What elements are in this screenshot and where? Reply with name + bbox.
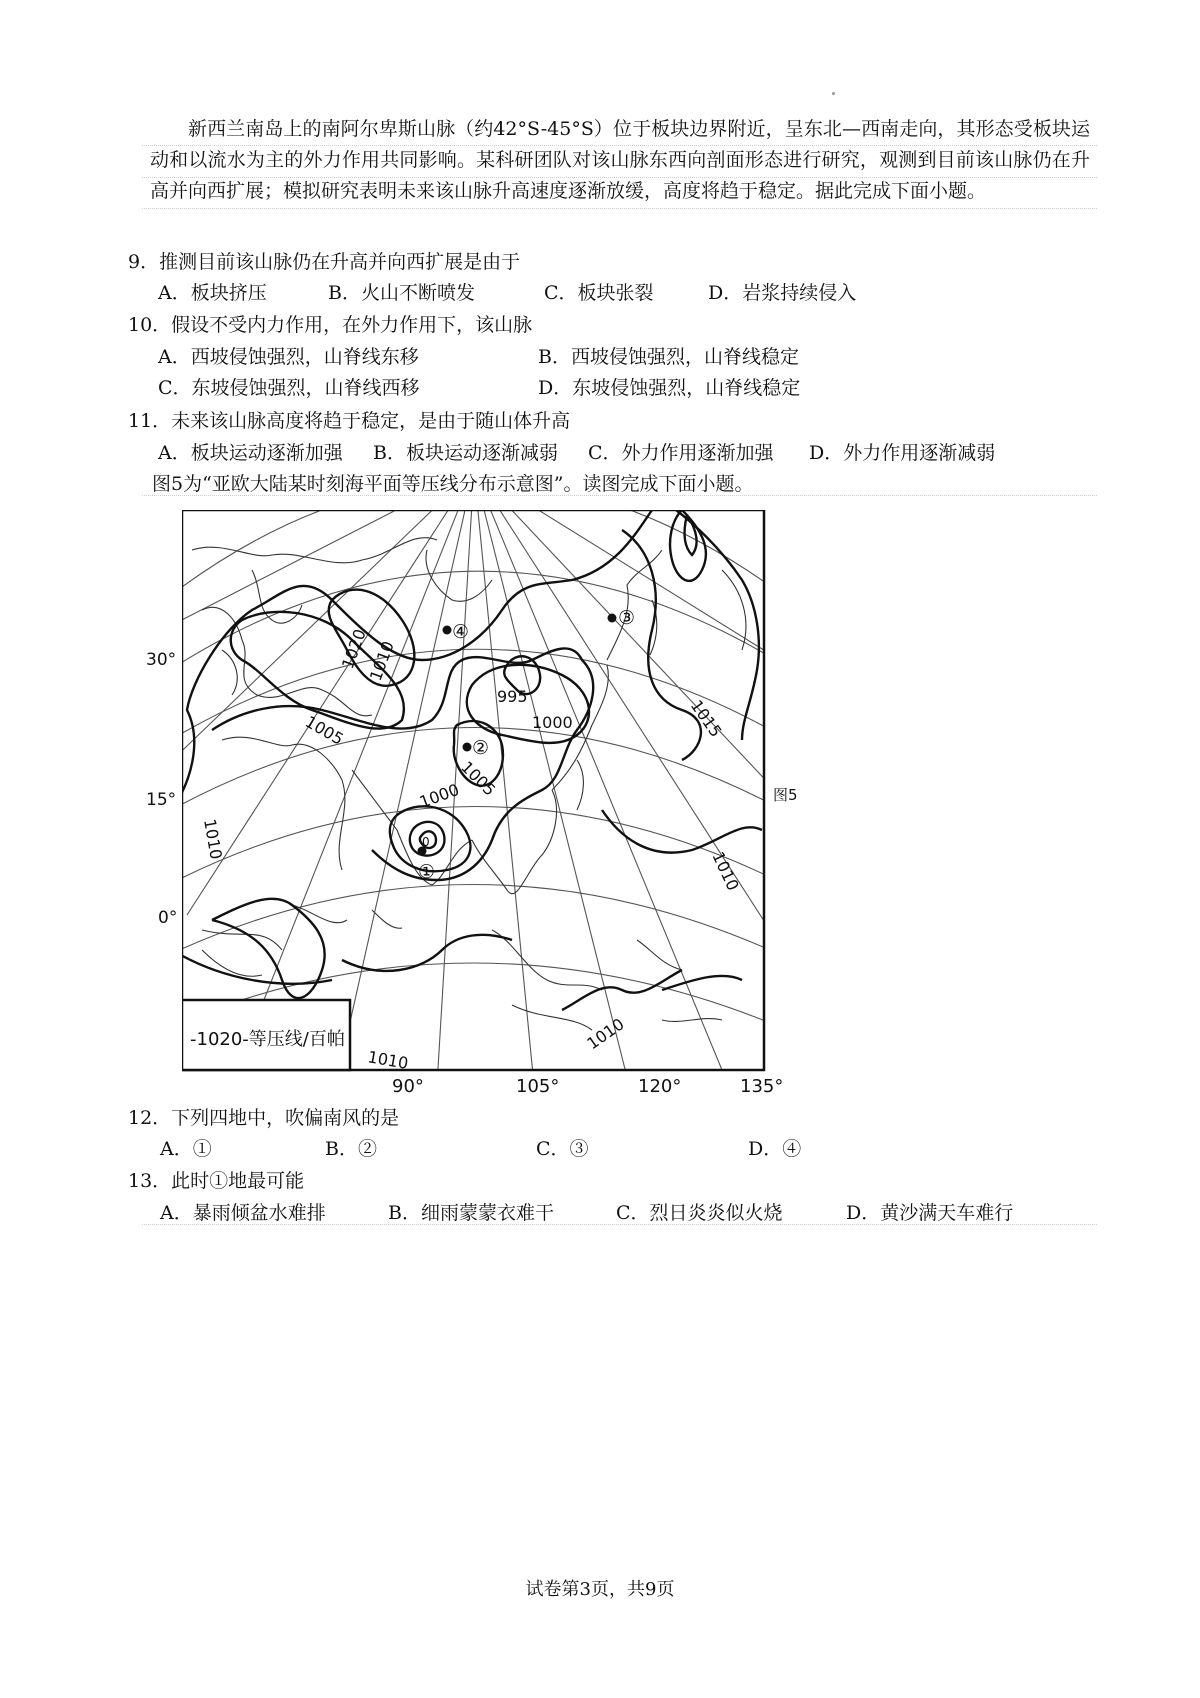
isobar-label: 995 bbox=[497, 687, 528, 706]
lon-label-105: 105° bbox=[516, 1076, 560, 1097]
q10-option-d: D．东坡侵蚀强烈，山脊线稳定 bbox=[538, 377, 801, 399]
q11-option-d: D．外力作用逐渐减弱 bbox=[809, 442, 996, 464]
point-label-3: ③ bbox=[618, 607, 636, 629]
lat-label-0: 0° bbox=[158, 908, 178, 928]
isobar-label: 1010 bbox=[708, 848, 743, 894]
q12-option-d: D．④ bbox=[748, 1138, 802, 1160]
legend-text: -1020-等压线/百帕 bbox=[190, 1029, 345, 1050]
isobar-label: 1010 bbox=[365, 638, 398, 684]
isobar-label: 1010 bbox=[200, 817, 226, 861]
q9-option-c: C．板块张裂 bbox=[544, 282, 654, 304]
figure-label: 图5 bbox=[773, 786, 798, 804]
point-labels bbox=[418, 607, 635, 883]
question-9: 9．推测目前该山脉仍在升高并向西扩展是由于 bbox=[128, 251, 521, 273]
point-label-2: ② bbox=[472, 737, 490, 759]
point-label-1: ① bbox=[418, 861, 436, 883]
q9-option-a: A．板块挤压 bbox=[158, 282, 267, 304]
q12-option-b: B．② bbox=[325, 1138, 377, 1160]
question-10: 10．假设不受内力作用，在外力作用下，该山脉 bbox=[128, 314, 533, 336]
q13-option-c: C．烈日炎炎似火烧 bbox=[616, 1202, 783, 1224]
q11-option-c: C．外力作用逐渐加强 bbox=[588, 442, 774, 464]
isobar-map bbox=[182, 510, 782, 1100]
q12-option-c: C．③ bbox=[536, 1138, 589, 1160]
lon-label-120: 120° bbox=[638, 1076, 682, 1097]
isobar-label: 1005 bbox=[302, 712, 347, 749]
isobar-label: 1000 bbox=[532, 713, 573, 732]
speck bbox=[832, 92, 835, 95]
q11-option-a: A．板块运动逐渐加强 bbox=[158, 442, 343, 464]
dotted-rule bbox=[142, 208, 1097, 209]
q10-option-b: B．西坡侵蚀强烈，山脊线稳定 bbox=[538, 346, 799, 368]
dotted-rule bbox=[142, 177, 1097, 178]
q10-option-a: A．西坡侵蚀强烈，山脊线东移 bbox=[158, 346, 419, 368]
isobar-label: 0 bbox=[422, 835, 430, 849]
dotted-rule bbox=[142, 1224, 1097, 1225]
q13-option-b: B．细雨蒙蒙衣难干 bbox=[388, 1202, 554, 1224]
passage-intro: 新西兰南岛上的南阿尔卑斯山脉（约42°S-45°S）位于板块边界附近，呈东北—西南走向，其形态受板块运动和以流水为主的外力作用共同影响。某科研团队对该山脉东西向剖面形态进行研究，观测到目前该山脉仍在升高并向西扩展；模拟研究表明未来该山脉升高速度逐渐放缓，高度将趋于稳定。据此完成下面小题。 bbox=[150, 118, 1090, 202]
q13-option-a: A．暴雨倾盆水难排 bbox=[160, 1202, 326, 1224]
q9-option-d: D．岩浆持续侵入 bbox=[708, 282, 857, 304]
q10-option-c: C．东坡侵蚀强烈，山脊线西移 bbox=[158, 377, 420, 399]
q11-option-b: B．板块运动逐渐减弱 bbox=[373, 442, 558, 464]
isobar-label: 1010 bbox=[366, 1047, 410, 1074]
q9-option-b: B．火山不断喷发 bbox=[328, 282, 475, 304]
question-11: 11．未来该山脉高度将趋于稳定，是由于随山体升高 bbox=[128, 410, 571, 432]
point-label-4: ④ bbox=[452, 621, 470, 643]
isobar-label: 1005 bbox=[457, 757, 500, 800]
dotted-rule bbox=[142, 145, 1097, 146]
question-12: 12．下列四地中，吹偏南风的是 bbox=[128, 1107, 400, 1129]
lat-label-15: 15° bbox=[146, 790, 177, 810]
lon-label-135: 135° bbox=[740, 1076, 784, 1097]
figure-intro: 图5为“亚欧大陆某时刻海平面等压线分布示意图”。读图完成下面小题。 bbox=[152, 473, 754, 495]
isobar-label: 1000 bbox=[416, 779, 462, 812]
dotted-rule bbox=[142, 495, 1097, 496]
isobar-label: 1015 bbox=[686, 696, 726, 741]
page-footer: 试卷第3页，共9页 bbox=[525, 1579, 675, 1600]
isobar-label: 1020 bbox=[337, 626, 370, 672]
lat-label-30: 30° bbox=[146, 650, 177, 670]
question-13: 13．此时①地最可能 bbox=[128, 1170, 305, 1192]
q13-option-d: D．黄沙满天车难行 bbox=[846, 1202, 1014, 1224]
isobar-label: 1010 bbox=[583, 1014, 628, 1054]
q12-option-a: A．① bbox=[160, 1138, 212, 1160]
lon-label-90: 90° bbox=[392, 1076, 424, 1097]
